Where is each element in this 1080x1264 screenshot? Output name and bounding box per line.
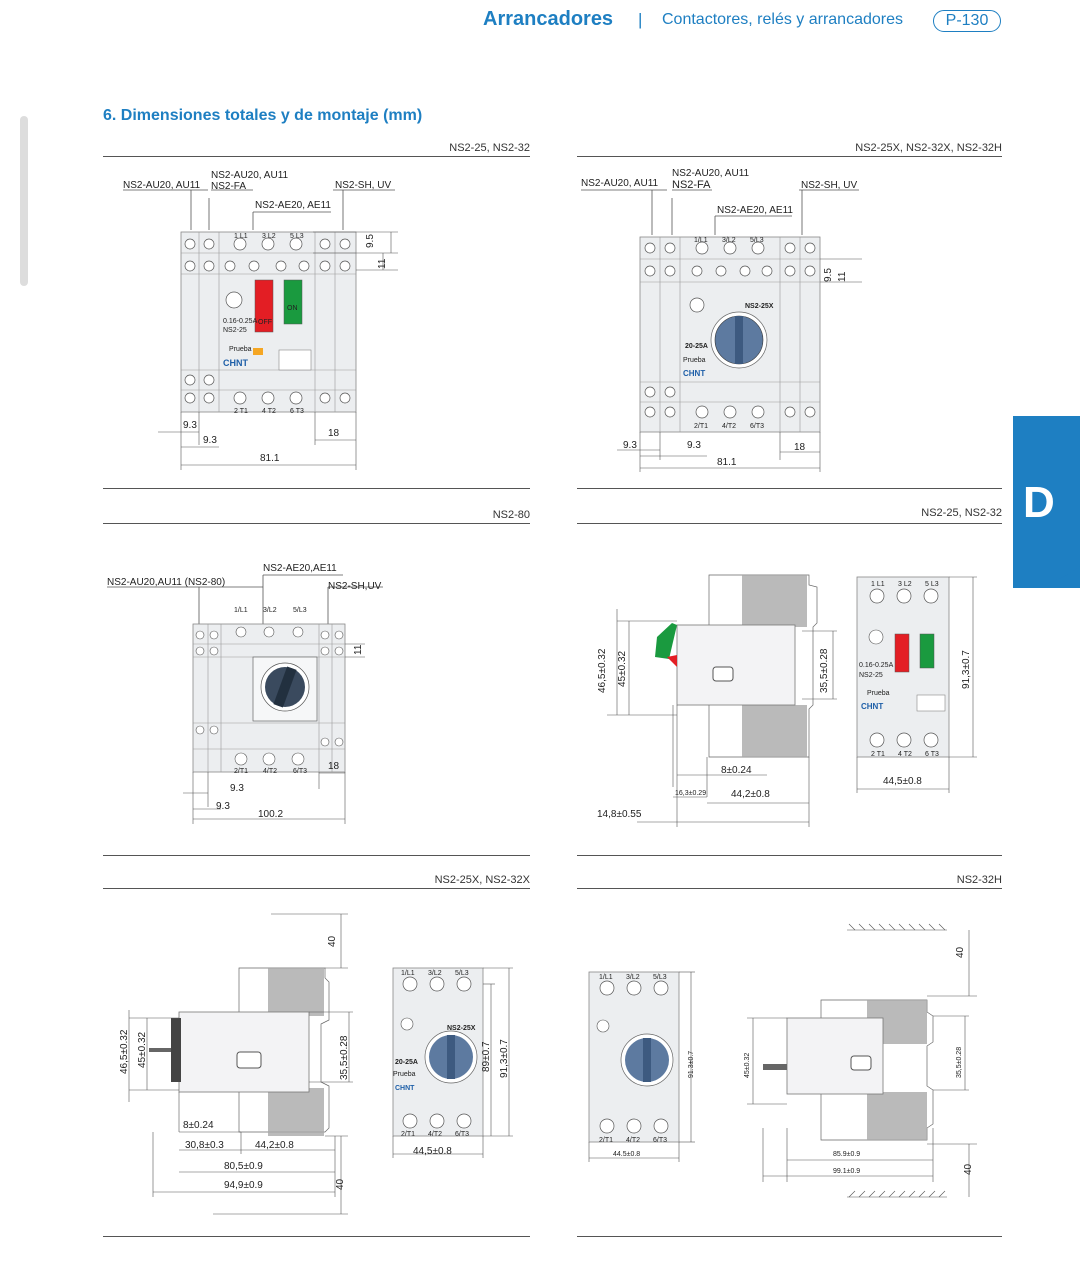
row-1-bottom-rule-right	[577, 488, 1002, 489]
svg-text:0.16-0.25A: 0.16-0.25A	[859, 662, 894, 669]
svg-text:40: 40	[327, 935, 338, 947]
callout-aux-left: NS2-AU20, AU11	[123, 180, 201, 191]
svg-text:81.1: 81.1	[260, 453, 280, 464]
svg-text:3/L2: 3/L2	[722, 237, 736, 244]
panel-3-label: NS2-80	[492, 509, 530, 521]
row-3-bottom-rule	[103, 1236, 530, 1237]
svg-text:35,5±0.28: 35,5±0.28	[819, 648, 830, 693]
svg-text:3/L2: 3/L2	[626, 974, 640, 981]
svg-text:Prueba: Prueba	[683, 357, 706, 364]
svg-text:NS2-AE20, AE11: NS2-AE20, AE11	[717, 205, 793, 216]
svg-text:2 T1: 2 T1	[234, 408, 248, 415]
panel-3-drawing	[103, 527, 530, 847]
svg-text:4/T2: 4/T2	[263, 768, 278, 775]
panel-4-drawing	[577, 527, 1002, 847]
panel-4-rule	[577, 523, 1002, 524]
panel-2-drawing	[577, 160, 1002, 480]
svg-text:9.3: 9.3	[203, 435, 217, 446]
svg-text:6/T3: 6/T3	[293, 768, 308, 775]
svg-text:2/T1: 2/T1	[599, 1137, 614, 1144]
svg-text:44,5±0.8: 44,5±0.8	[413, 1146, 452, 1157]
on-label: ON	[287, 305, 298, 312]
panel-5-rule	[103, 888, 530, 889]
svg-text:NS2-25X: NS2-25X	[447, 1025, 476, 1032]
svg-text:35,5±0.28: 35,5±0.28	[339, 1035, 350, 1080]
svg-text:5/L3: 5/L3	[293, 607, 307, 614]
side-tab-letter: D	[1023, 478, 1055, 527]
svg-text:NS2-AU20, AU11: NS2-AU20, AU11	[672, 168, 750, 179]
svg-text:6 T3: 6 T3	[925, 751, 939, 758]
svg-text:6 T3: 6 T3	[290, 408, 304, 415]
svg-text:81.1: 81.1	[717, 457, 737, 468]
svg-text:2/T1: 2/T1	[694, 423, 709, 430]
brand-label: CHNT	[223, 358, 248, 368]
svg-text:CHNT: CHNT	[683, 369, 706, 378]
svg-text:80,5±0.9: 80,5±0.9	[224, 1161, 263, 1172]
svg-text:9.3: 9.3	[623, 440, 637, 451]
svg-text:40: 40	[963, 1163, 974, 1175]
panel-2-rule	[577, 156, 1002, 157]
svg-text:2 T1: 2 T1	[871, 751, 885, 758]
svg-text:11: 11	[377, 258, 388, 269]
svg-text:20-25A: 20-25A	[395, 1059, 418, 1066]
scrollbar[interactable]	[20, 116, 28, 286]
row-2-bottom-rule-right	[577, 855, 1002, 856]
svg-text:91,3±0.7: 91,3±0.7	[961, 650, 972, 689]
panel-1-label: NS2-25, NS2-32	[449, 142, 530, 154]
test-label: Prueba	[229, 346, 252, 353]
svg-text:1 L1: 1 L1	[871, 581, 885, 588]
svg-text:6/T3: 6/T3	[653, 1137, 668, 1144]
svg-text:NS2-FA: NS2-FA	[672, 179, 711, 191]
header-subtitle: Contactores, relés y arrancadores	[662, 11, 903, 28]
svg-text:5/L3: 5/L3	[653, 974, 667, 981]
svg-text:NS2-AU20,AU11 (NS2-80): NS2-AU20,AU11 (NS2-80)	[107, 577, 226, 588]
svg-text:14,8±0.55: 14,8±0.55	[597, 809, 642, 820]
svg-text:Prueba: Prueba	[867, 690, 890, 697]
svg-text:5/L3: 5/L3	[455, 970, 469, 977]
svg-text:91.3±0.7: 91.3±0.7	[688, 1050, 695, 1078]
svg-text:45±0.32: 45±0.32	[137, 1031, 148, 1068]
svg-text:94,9±0.9: 94,9±0.9	[224, 1180, 263, 1191]
svg-text:100.2: 100.2	[258, 809, 284, 820]
svg-text:3 L2: 3 L2	[898, 581, 912, 588]
svg-text:9.3: 9.3	[687, 440, 701, 451]
panel-2-label: NS2-25X, NS2-32X, NS2-32H	[855, 142, 1002, 154]
svg-text:5 L3: 5 L3	[290, 233, 304, 240]
svg-text:46,5±0.32: 46,5±0.32	[119, 1029, 130, 1074]
svg-text:35,5±0.28: 35,5±0.28	[956, 1046, 963, 1078]
svg-text:4/T2: 4/T2	[626, 1137, 641, 1144]
svg-text:4/T2: 4/T2	[722, 423, 737, 430]
panel-5-label: NS2-25X, NS2-32X	[434, 874, 530, 886]
svg-text:1/L1: 1/L1	[599, 974, 613, 981]
model-label: NS2-25	[223, 327, 247, 334]
svg-text:CHNT: CHNT	[395, 1085, 415, 1092]
svg-text:1 L1: 1 L1	[234, 233, 248, 240]
svg-text:NS2-AE20,AE11: NS2-AE20,AE11	[263, 563, 337, 574]
svg-text:NS2-25X: NS2-25X	[745, 303, 774, 310]
svg-text:NS2-AU20, AU11: NS2-AU20, AU11	[581, 178, 659, 189]
svg-text:9.5: 9.5	[365, 234, 376, 248]
svg-text:4 T2: 4 T2	[898, 751, 912, 758]
panel-3-rule	[103, 523, 530, 524]
row-3-bottom-rule-right	[577, 1236, 1002, 1237]
svg-text:6/T3: 6/T3	[750, 423, 765, 430]
callout-ae: NS2-AE20, AE11	[255, 200, 331, 211]
svg-text:3/L2: 3/L2	[428, 970, 442, 977]
svg-text:16,3±0.29: 16,3±0.29	[675, 790, 707, 797]
svg-text:1/L1: 1/L1	[234, 607, 248, 614]
svg-text:45±0.32: 45±0.32	[744, 1052, 751, 1078]
callout-sh-uv: NS2-SH, UV	[335, 180, 392, 191]
svg-text:2/T1: 2/T1	[401, 1131, 416, 1138]
svg-text:11: 11	[353, 644, 364, 655]
svg-text:40: 40	[955, 946, 966, 958]
svg-text:5 L3: 5 L3	[925, 581, 939, 588]
svg-text:11: 11	[837, 271, 848, 282]
svg-text:44.5±0.8: 44.5±0.8	[613, 1151, 641, 1158]
panel-5-drawing	[103, 892, 530, 1232]
panel-4-label: NS2-25, NS2-32	[921, 507, 1002, 519]
svg-text:89±0.7: 89±0.7	[481, 1041, 492, 1072]
panel-1-rule	[103, 156, 530, 157]
svg-text:45±0.32: 45±0.32	[617, 650, 628, 687]
svg-text:91,3±0.7: 91,3±0.7	[499, 1039, 510, 1078]
svg-text:CHNT: CHNT	[861, 702, 884, 711]
svg-text:85.9±0.9: 85.9±0.9	[833, 1151, 861, 1158]
row-2-bottom-rule	[103, 855, 530, 856]
svg-text:2/T1: 2/T1	[234, 768, 249, 775]
svg-text:1/L1: 1/L1	[401, 970, 415, 977]
off-label: OFF	[258, 319, 272, 326]
svg-text:46,5±0.32: 46,5±0.32	[597, 648, 608, 693]
header-category: Arrancadores	[483, 8, 614, 30]
svg-text:NS2-SH, UV: NS2-SH, UV	[801, 180, 858, 191]
svg-text:9.3: 9.3	[183, 420, 197, 431]
svg-text:30,8±0.3: 30,8±0.3	[185, 1140, 224, 1151]
svg-text:44,5±0.8: 44,5±0.8	[883, 776, 922, 787]
svg-text:18: 18	[328, 761, 340, 772]
svg-text:3 L2: 3 L2	[262, 233, 276, 240]
panel-1-drawing	[103, 160, 530, 480]
svg-text:NS2-SH,UV: NS2-SH,UV	[328, 581, 382, 592]
svg-text:18: 18	[328, 428, 340, 439]
svg-text:Prueba: Prueba	[393, 1071, 416, 1078]
page-number-badge: P-130	[933, 10, 1001, 32]
panel-6-label: NS2-32H	[956, 874, 1002, 886]
svg-text:18: 18	[794, 442, 806, 453]
header-separator: |	[638, 10, 643, 29]
svg-text:5/L3: 5/L3	[750, 237, 764, 244]
callout-fa: NS2-FA	[211, 181, 247, 192]
svg-text:99.1±0.9: 99.1±0.9	[833, 1168, 861, 1175]
svg-text:44,2±0.8: 44,2±0.8	[255, 1140, 294, 1151]
svg-text:9.3: 9.3	[230, 783, 244, 794]
panel-6-drawing	[577, 892, 1002, 1232]
svg-text:8±0.24: 8±0.24	[183, 1120, 214, 1131]
svg-text:9.3: 9.3	[216, 801, 230, 812]
svg-text:44,2±0.8: 44,2±0.8	[731, 789, 770, 800]
svg-text:8±0.24: 8±0.24	[721, 765, 752, 776]
svg-text:3/L2: 3/L2	[263, 607, 277, 614]
svg-text:40: 40	[335, 1178, 346, 1190]
svg-text:1/L1: 1/L1	[694, 237, 708, 244]
section-title: 6. Dimensiones totales y de montaje (mm)	[103, 107, 423, 124]
range-label: 0.16-0.25A	[223, 318, 258, 325]
svg-text:6/T3: 6/T3	[455, 1131, 470, 1138]
svg-text:4/T2: 4/T2	[428, 1131, 443, 1138]
svg-text:20-25A: 20-25A	[685, 343, 708, 350]
svg-text:4 T2: 4 T2	[262, 408, 276, 415]
svg-text:9.5: 9.5	[823, 268, 834, 282]
svg-text:NS2-25: NS2-25	[859, 672, 883, 679]
row-1-bottom-rule	[103, 488, 530, 489]
panel-6-rule	[577, 888, 1002, 889]
callout-aux-mid: NS2-AU20, AU11	[211, 170, 289, 181]
